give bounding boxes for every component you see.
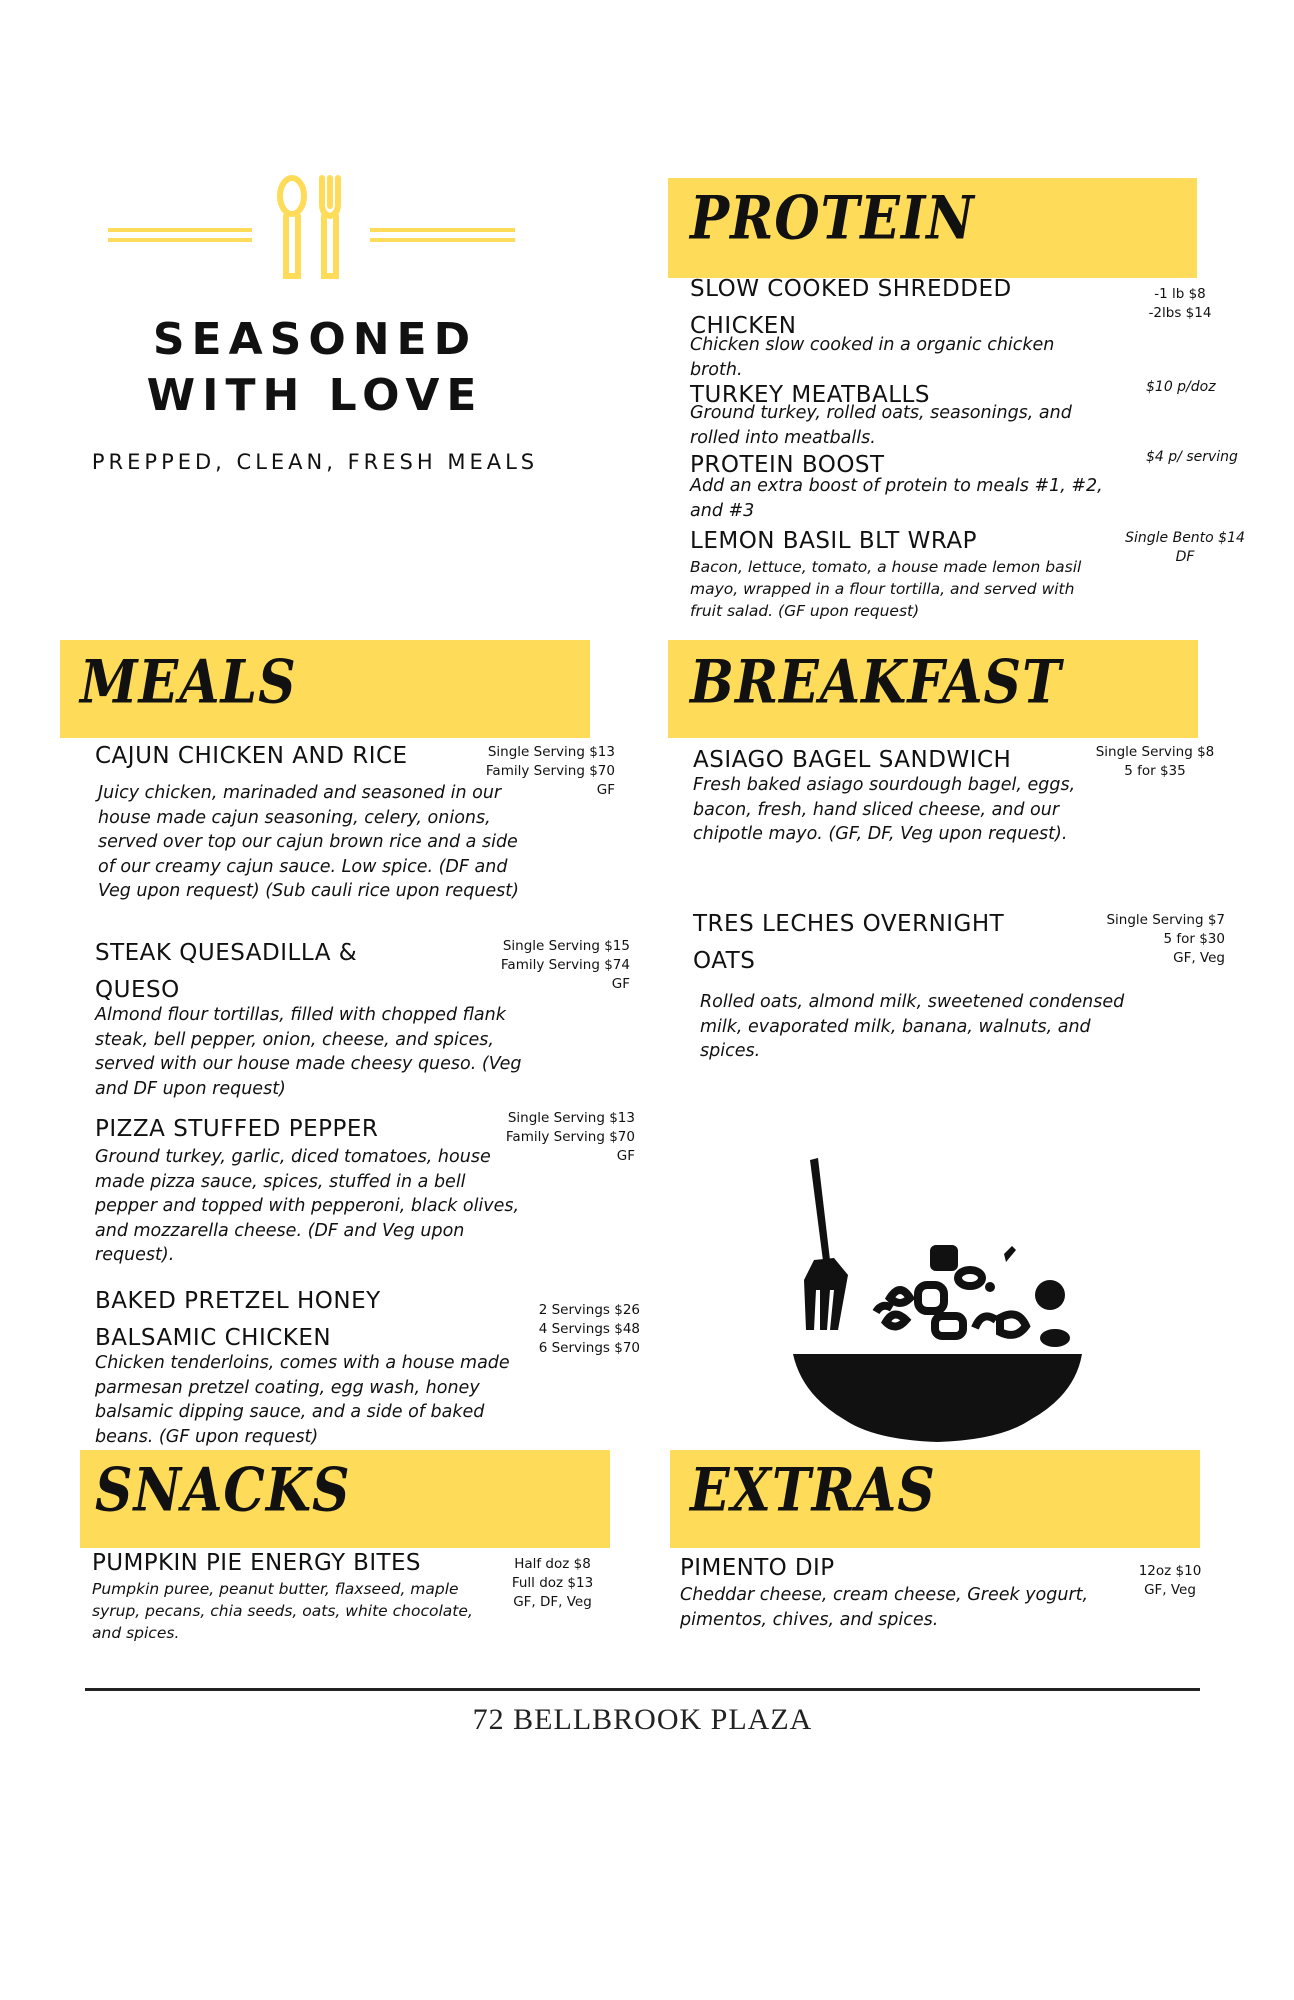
snacks-item-desc: Pumpkin puree, peanut butter, flaxseed, maple syrup, pecans, chia seeds, oats, white chocolate, and spices. (92, 1580, 473, 1642)
bowl-with-fork-icon (790, 1150, 1090, 1450)
meals-item-desc: Ground turkey, garlic, diced tomatoes, house made pizza sauce, spices, stuffed in a bell pepper and topped with pepperoni, black olives, and mozzarella cheese. (DF and Veg upon request). (95, 1147, 520, 1265)
snacks-item-price: Half doz $8 Full doz $13 GF, DF, Veg (511, 1556, 594, 1610)
utensils-logo-icon (100, 170, 520, 290)
protein-item-name: SLOW COOKED SHREDDED CHICKEN (690, 276, 1012, 339)
protein-item-desc: Add an extra boost of protein to meals #1, #2, and #3 (690, 476, 1103, 521)
footer-address: 72 BELLBROOK PLAZA (472, 1703, 813, 1736)
footer-divider (85, 1688, 1200, 1691)
meals-item-desc: Chicken tenderloins, comes with a house made parmesan pretzel coating, egg wash, honey balsamic dipping sauce, and a side of baked beans. (GF upon request) (95, 1353, 510, 1447)
breakfast-item-desc: Rolled oats, almond milk, sweetened condensed milk, evaporated milk, banana, walnuts, and spices. (700, 992, 1125, 1061)
protein-item-desc: Ground turkey, rolled oats, seasonings, and rolled into meatballs. (690, 403, 1072, 448)
meals-item-price: Single Serving $13 Family Serving $70 GF (485, 744, 615, 798)
meals-item-name: BAKED PRETZEL HONEY BALSAMIC CHICKEN (95, 1288, 381, 1351)
protein-item-price: $4 p/ serving (1146, 449, 1238, 465)
meals-item-desc: Almond flour tortillas, filled with chopped flank steak, bell pepper, onion, cheese, and spices, served with our house made cheesy queso. (Veg and DF upon request) (95, 1005, 522, 1099)
protein-item-price: $10 p/doz (1146, 379, 1216, 395)
extras-item-desc: Cheddar cheese, cream cheese, Greek yogurt, pimentos, chives, and spices. (680, 1585, 1089, 1630)
protein-item-name: TURKEY MEATBALLS (690, 382, 930, 408)
protein-heading: PROTEIN (690, 183, 975, 254)
breakfast-item-name: TRES LECHES OVERNIGHT OATS (693, 911, 1005, 974)
extras-heading: EXTRAS (690, 1455, 936, 1526)
breakfast-heading: BREAKFAST (690, 647, 1062, 718)
meals-item-name: PIZZA STUFFED PEPPER (95, 1116, 379, 1142)
protein-item-name: PROTEIN BOOST (690, 452, 885, 478)
protein-item-desc: Bacon, lettuce, tomato, a house made lemon basil mayo, wrapped in a flour tortilla, and served with fruit salad. (GF upon request) (690, 558, 1082, 620)
brand-title: SEASONED WITH LOVE (146, 314, 484, 421)
protein-item-price: -1 lb $8 -2lbs $14 (1148, 286, 1212, 321)
extras-item-name: PIMENTO DIP (680, 1555, 835, 1581)
extras-item-price: 12oz $10 GF, Veg (1138, 1563, 1202, 1598)
breakfast-item-price: Single Serving $8 5 for $35 (1095, 744, 1215, 779)
meals-item-price: 2 Servings $26 4 Servings $48 6 Servings $70 (538, 1302, 640, 1356)
meals-heading: MEALS (80, 647, 297, 718)
breakfast-item-name: ASIAGO BAGEL SANDWICH (693, 747, 1012, 773)
meals-item-price: Single Serving $15 Family Serving $74 GF (500, 938, 630, 992)
protein-item-price: Single Bento $14 DF (1125, 530, 1245, 565)
protein-item-name: LEMON BASIL BLT WRAP (690, 528, 978, 554)
breakfast-item-price: Single Serving $7 5 for $30 GF, Veg (1106, 912, 1225, 966)
meals-item-desc: Juicy chicken, marinaded and seasoned in our house made cajun seasoning, celery, onions, served over top our cajun brown rice and a side of our creamy cajun sauce. Low spice. (DF and Veg upon request) (Sub cauli rice upon request) (98, 783, 519, 901)
meals-item-name: STEAK QUESADILLA & QUESO (95, 940, 358, 1003)
meals-item-name: CAJUN CHICKEN AND RICE (95, 743, 408, 769)
snacks-item-name: PUMPKIN PIE ENERGY BITES (92, 1550, 421, 1576)
snacks-heading: SNACKS (95, 1455, 351, 1526)
protein-item-desc: Chicken slow cooked in a organic chicken broth. (690, 335, 1055, 380)
brand-tagline: PREPPED, CLEAN, FRESH MEALS (91, 450, 539, 474)
breakfast-item-desc: Fresh baked asiago sourdough bagel, eggs, bacon, fresh, hand sliced cheese, and our chipotle mayo. (GF, DF, Veg upon request). (693, 775, 1076, 844)
meals-item-price: Single Serving $13 Family Serving $70 GF (505, 1110, 635, 1164)
